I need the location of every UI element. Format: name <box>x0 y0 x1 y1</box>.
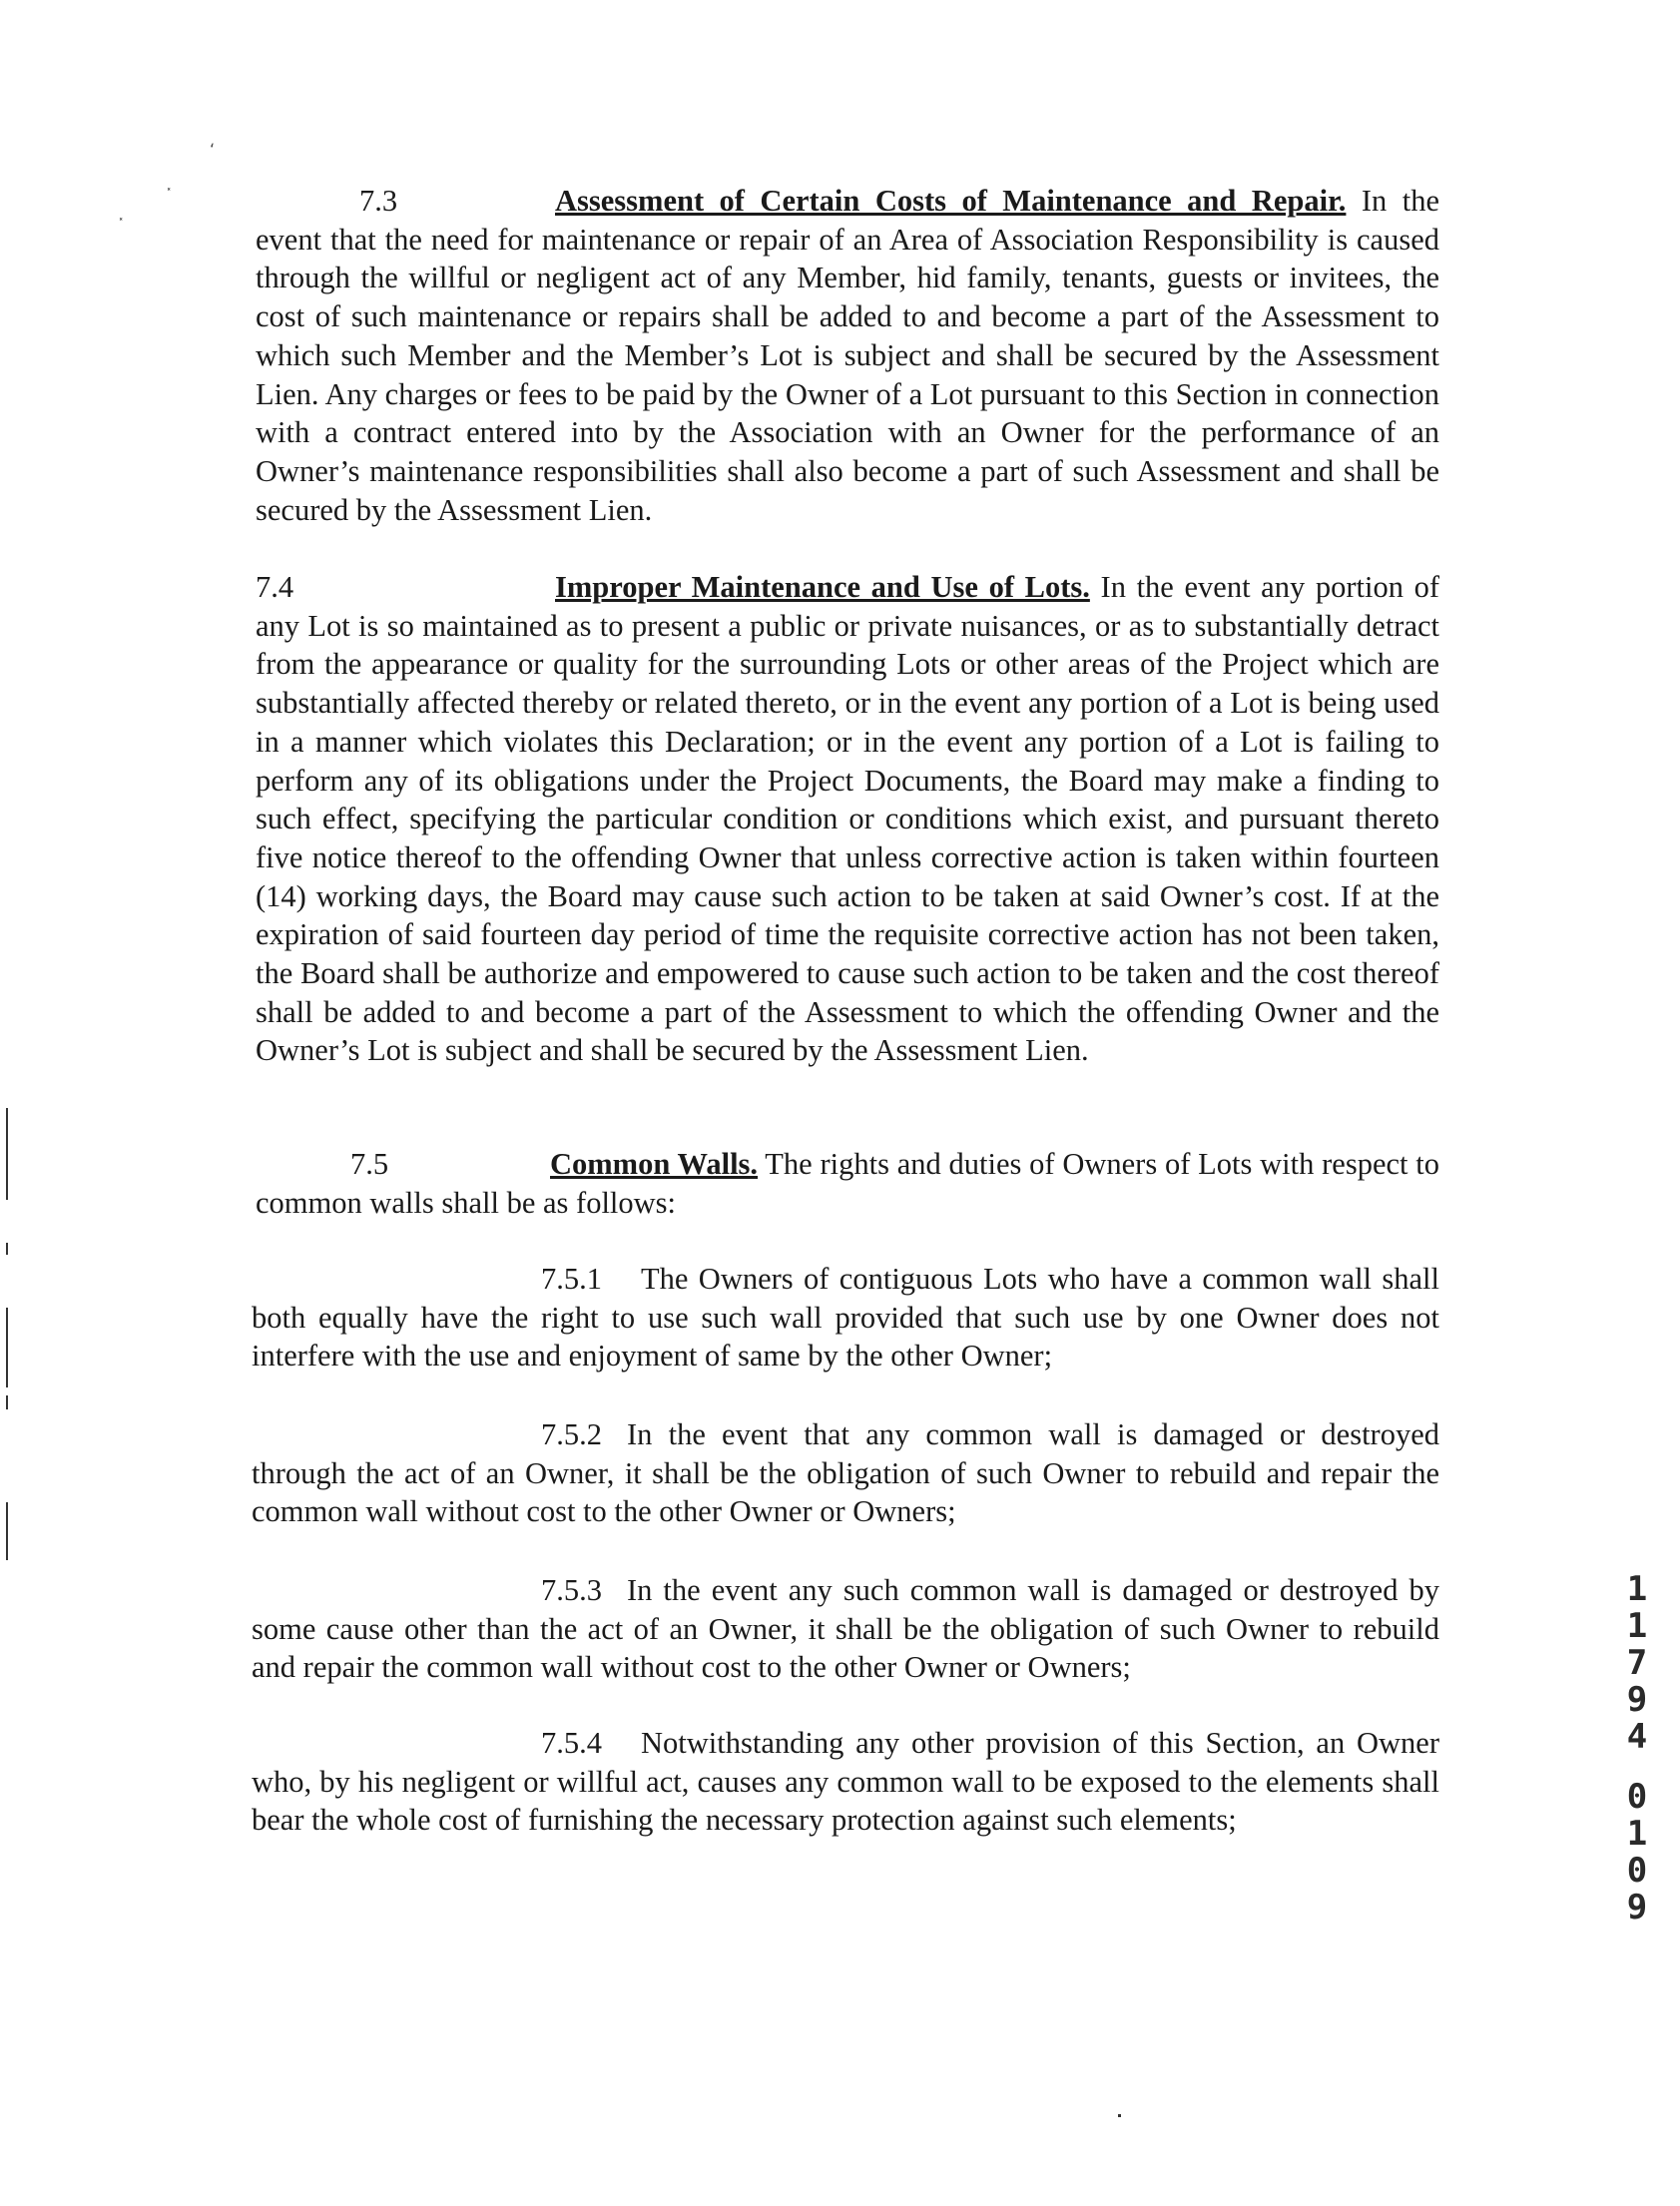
section-heading: Improper Maintenance and Use of Lots. <box>555 570 1090 604</box>
stamp-digit: 9 <box>1626 1888 1648 1928</box>
stamp-digit: 0 <box>1626 1777 1648 1817</box>
stamp-digit: 1 <box>1626 1814 1648 1854</box>
scan-speck: ⸼ <box>168 172 172 191</box>
subsection-7-5-3 <box>252 1571 1439 1687</box>
stamp-digit: 1 <box>1626 1569 1648 1609</box>
section-7-4 <box>256 568 1439 1070</box>
margin-mark <box>6 1108 8 1200</box>
recording-stamp-page <box>1617 1779 1657 1927</box>
stamp-digit: 9 <box>1626 1680 1648 1720</box>
section-number: 7.3 <box>359 184 398 218</box>
margin-mark <box>1118 2114 1121 2117</box>
margin-mark <box>6 1395 8 1409</box>
subsection-number: 7.5.2 <box>541 1417 602 1451</box>
subsection-body: In the event any such common wall is damaged or destroyed by some cause other than the act of an Owner, it shall be the obligation of such Owner to rebuild and repair the common wall without cost to the other Owner or Owners; <box>252 1573 1439 1685</box>
subsection-number: 7.5.1 <box>541 1262 602 1296</box>
section-7-3 <box>256 182 1439 529</box>
section-body: In the event that the need for maintenance or repair of an Area of Association Responsibility is caused through the willful or negligent act of any Member, hid family, tenants, guests or invitees, the cost of such maintenance or repairs shall be added to and become a part of the Assessment to which such Member and the Member’s Lot is subject and shall be secured by the Assessment Lien. Any charges or fees to be paid by the Owner of a Lot pursuant to this Section in connection with a contract entered into by the Association with an Owner for the performance of an Owner’s maintenance responsibilities shall also become a part of such Assessment and shall be secured by the Assessment Lien. <box>256 184 1439 527</box>
stamp-digit: 1 <box>1626 1606 1648 1646</box>
section-body: The rights and duties of Owners of Lots with respect to common walls shall be as follows: <box>256 1147 1440 1220</box>
section-number: 7.5 <box>350 1147 389 1181</box>
subsection-7-5-2 <box>252 1415 1439 1531</box>
margin-mark <box>6 1243 8 1255</box>
stamp-digit: 0 <box>1626 1851 1648 1891</box>
section-7-5 <box>256 1145 1439 1222</box>
subsection-body: Notwithstanding any other provision of this Section, an Owner who, by his negligent or willful act, causes any common wall to be exposed to the elements shall bear the whole cost of furnishing the necessary protection against such elements; <box>252 1726 1439 1838</box>
scan-speck: ⸼ <box>120 202 124 221</box>
recording-stamp-book <box>1617 1571 1657 1756</box>
section-number: 7.4 <box>256 570 294 604</box>
stamp-digit: 7 <box>1626 1643 1648 1683</box>
stamp-digit: 4 <box>1626 1717 1648 1757</box>
margin-mark <box>6 1308 8 1387</box>
subsection-body: In the event that any common wall is damaged or destroyed through the act of an Owner, it shall be the obligation of such Owner to rebuild and repair the common wall without cost to the other Owner or Owners; <box>252 1417 1439 1529</box>
section-heading: Assessment of Certain Costs of Maintenance and Repair. <box>555 184 1347 218</box>
margin-mark <box>6 1502 8 1560</box>
subsection-7-5-1 <box>252 1260 1439 1376</box>
section-heading: Common Walls. <box>550 1147 759 1181</box>
section-body: In the event any portion of any Lot is so maintained as to present a public or private nuisances, or as to substantially detract from the appearance or quality for the surrounding Lots or other areas of the Project which are substantially affected thereby or related thereto, or in the event any portion of a Lot is being used in a manner which violates this Declaration; or in the event any portion of a Lot is failing to perform any of its obligations under the Project Documents, the Board may make a finding to such effect, specifying the particular condition or conditions which exist, and pursuant thereto five notice thereof to the offending Owner that unless corrective action is taken within fourteen (14) working days, the Board may cause such action to be taken at said Owner’s cost. If at the expiration of said fourteen day period of time the requisite corrective action has not been taken, the Board shall be authorize and empowered to cause such action to be taken and the cost thereof shall be added to and become a part of the Assessment to which the offending Owner and the Owner’s Lot is subject and shall be secured by the Assessment Lien. <box>256 570 1440 1068</box>
subsection-body: The Owners of contiguous Lots who have a common wall shall both equally have the right to use such wall provided that such use by one Owner does not interfere with the use and enjoyment of same by the other Owner; <box>252 1262 1439 1374</box>
subsection-number: 7.5.3 <box>541 1573 602 1607</box>
subsection-7-5-4 <box>252 1724 1439 1840</box>
scan-speck: ‘ <box>210 140 216 159</box>
subsection-number: 7.5.4 <box>541 1726 602 1760</box>
